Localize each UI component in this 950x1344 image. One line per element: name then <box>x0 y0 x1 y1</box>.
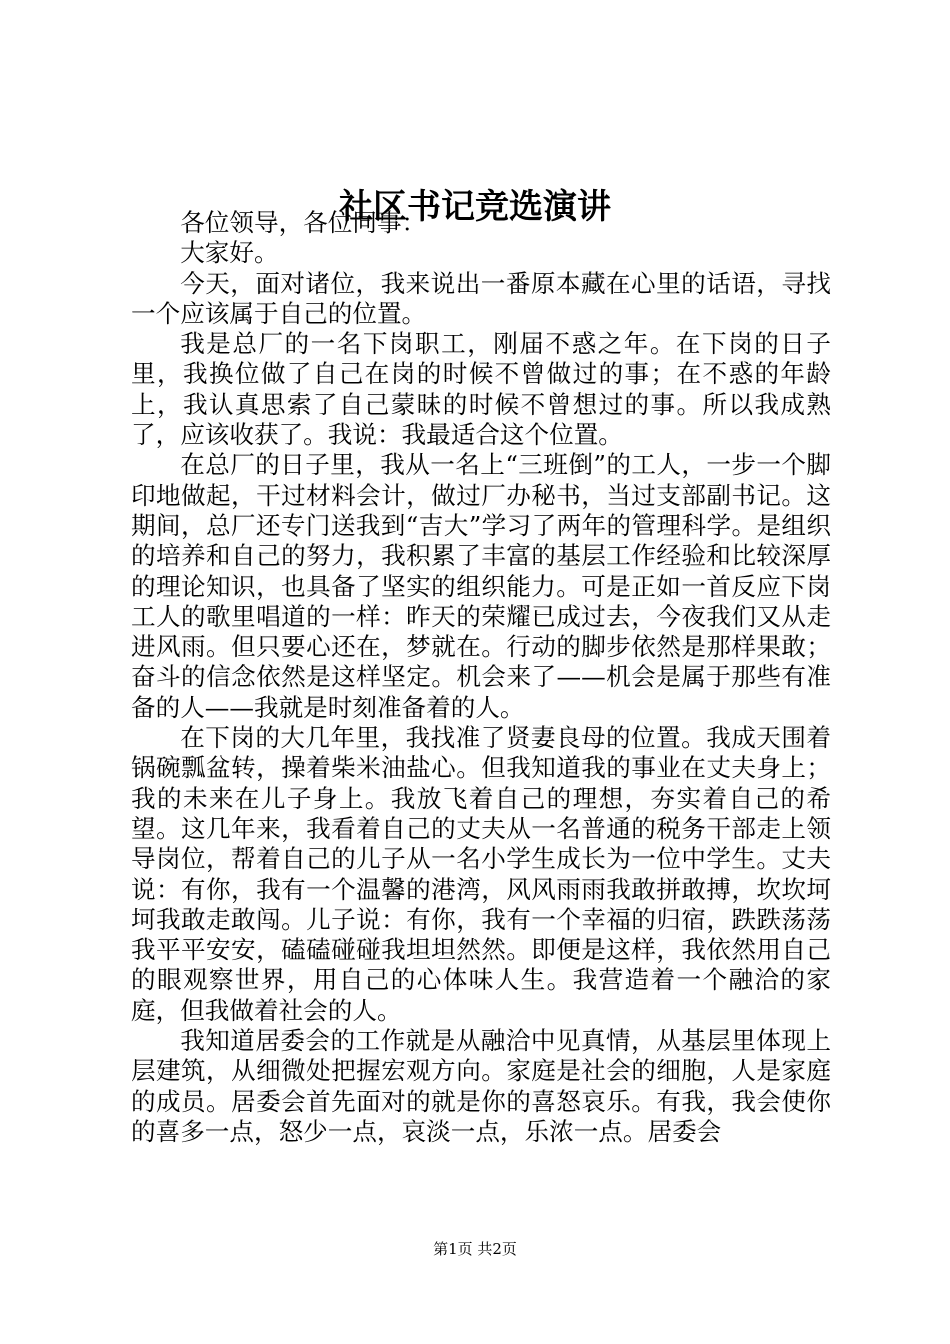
intro-paragraph: 今天，面对诸位，我来说出一番原本藏在心里的话语，寻找一个应该属于自己的位置。 <box>131 268 831 328</box>
committee-paragraph: 我知道居委会的工作就是从融洽中见真情，从基层里体现上层建筑，从细微处把握宏观方向。家庭是社会的细胞，人是家庭的成员。居委会首先面对的就是你的喜怒哀乐。有我，我会使你的喜多一点，怒少一点，哀淡一点，乐浓一点。居委会 <box>131 1026 831 1146</box>
self-intro-paragraph: 我是总厂的一名下岗职工，刚届不惑之年。在下岗的日子里，我换位做了自己在岗的时候不曾做过的事；在不惑的年龄上，我认真思索了自己蒙昧的时候不曾想过的事。所以我成熟了，应该收获了。我说：我最适合这个位置。 <box>131 329 831 450</box>
salutation-paragraph: 大家好。 <box>180 238 279 268</box>
experience-paragraph: 在总厂的日子里，我从一名上“三班倒”的工人，一步一个脚印地做起，干过材料会计，做过厂办秘书，当过支部副书记。这期间，总厂还专门送我到“吉大”学习了两年的管理科学。是组织的培养和自己的努力，我积累了丰富的基层工作经验和比较深厚的理论知识，也具备了坚实的组织能力。可是正如一首反应下岗工人的歌里唱道的一样：昨天的荣耀已成过去，今夜我们又从走进风雨。但只要心还在，梦就在。行动的脚步依然是那样果敢；奋斗的信念依然是这样坚定。机会来了——机会是属于那些有准备的人——我就是时刻准备着的人。 <box>131 450 831 722</box>
speech-body <box>131 208 831 1147</box>
page-title: 社区书记竞选演讲 <box>339 187 611 227</box>
greeting-paragraph: 各位领导，各位同事： <box>180 208 427 237</box>
page-footer: 第1页 共2页 <box>433 1240 517 1258</box>
family-paragraph: 在下岗的大几年里，我找准了贤妻良母的位置。我成天围着锅碗瓢盆转，操着柴米油盐心。但我知道我的事业在丈夫身上；我的未来在儿子身上。我放飞着自己的理想，夯实着自己的希望。这几年来，我看着自己的丈夫从一名普通的税务干部走上领导岗位，帮着自己的儿子从一名小学生成长为一位中学生。丈夫说：有你，我有一个温馨的港湾，风风雨雨我敢拼敢搏，坎坎坷坷我敢走敢闯。儿子说：有你，我有一个幸福的归宿，跌跌荡荡我平平安安，磕磕碰碰我坦坦然然。即便是这样，我依然用自己的眼观察世界，用自己的心体味人生。我营造着一个融洽的家庭，但我做着社会的人。 <box>131 723 831 1025</box>
